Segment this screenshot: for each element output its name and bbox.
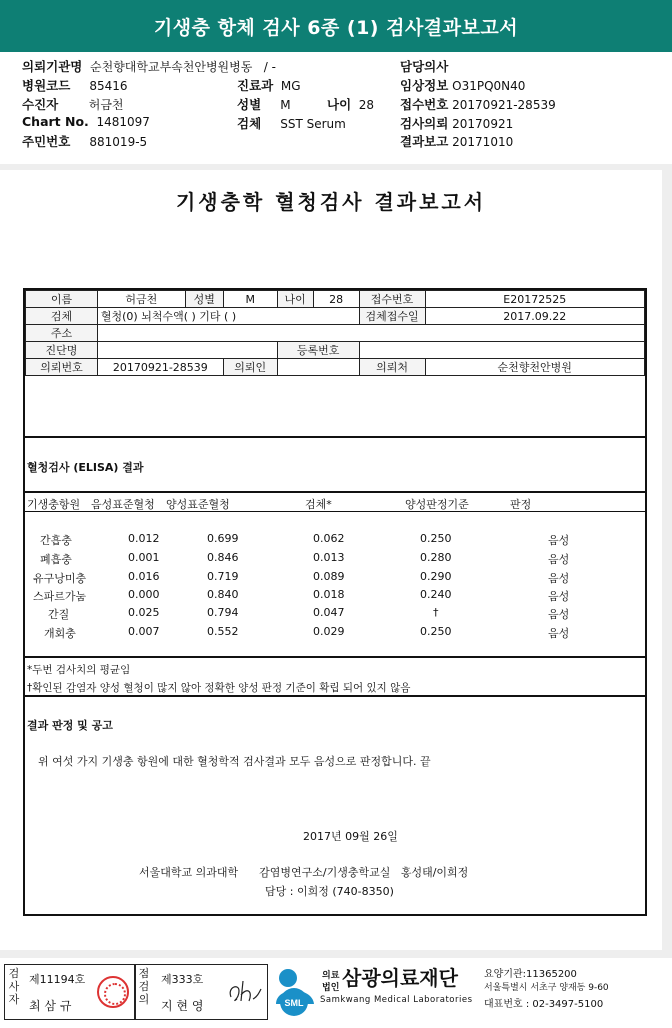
patient-field: 수진자 허금천	[22, 97, 124, 112]
doctor-field: 담당의사	[400, 59, 449, 74]
row-cutoff: 0.290	[420, 570, 452, 583]
age-label: 나이	[277, 291, 313, 308]
row-pos: 0.840	[207, 588, 239, 601]
info-row	[26, 342, 645, 359]
row-antigen: 폐흡충	[40, 553, 72, 566]
row-pos: 0.552	[207, 625, 239, 638]
reviewer-no: 제333호	[161, 973, 204, 986]
requester-value	[277, 359, 359, 376]
conclusion-text: 위 여섯 가지 기생충 항원에 대한 혈청학적 검사결과 모두 음성으로 판정합니다. 끝	[38, 755, 431, 768]
divider	[25, 491, 645, 493]
divider	[25, 511, 645, 512]
specimen-date-value: 2017.09.22	[425, 308, 645, 325]
age-field: 나이 28	[327, 97, 375, 112]
chart-field: Chart No. 1481097	[22, 114, 150, 129]
sex-field: 성별 M	[237, 97, 291, 112]
info-row	[26, 359, 645, 376]
seal-stamp	[97, 976, 129, 1008]
row-cutoff: 0.280	[420, 551, 452, 564]
row-neg: 0.016	[128, 570, 160, 583]
org-phone: 대표번호 : 02-3497-5100	[484, 999, 604, 1010]
examiner-no: 제11194호	[29, 973, 86, 986]
divider	[25, 436, 645, 438]
row-pos: 0.846	[207, 551, 239, 564]
receipt-no-field: 접수번호 20170921-28539	[400, 97, 556, 112]
report-date: 2017년 09월 26일	[303, 830, 398, 843]
footer	[0, 958, 672, 1028]
row-antigen: 간질	[48, 608, 70, 621]
examiner-name: 최 삼 규	[29, 999, 72, 1013]
row-result: 음성	[548, 608, 570, 621]
row-cutoff: 0.250	[420, 532, 452, 545]
receipt-label: 접수번호	[359, 291, 425, 308]
sex-value: M	[223, 291, 277, 308]
info-row	[26, 291, 645, 308]
row-neg: 0.012	[128, 532, 160, 545]
specimen-value: 혈청(0) 뇌척수액( ) 기타 ( )	[97, 308, 359, 325]
lab-signature: 서울대학교 의과대학 감염병연구소/기생충학교실 홍성태/이희정	[139, 866, 469, 879]
diagnosis-label: 진단명	[26, 342, 98, 359]
row-pos: 0.699	[207, 532, 239, 545]
col-neg-serum: 음성표준혈청	[91, 498, 155, 511]
row-specimen: 0.013	[313, 551, 345, 564]
patient-info-table	[25, 290, 645, 376]
col-judgement: 판정	[510, 498, 532, 511]
org-code: 요양기관:11365200	[484, 969, 577, 980]
logo-text: SML	[284, 998, 304, 1008]
rrn-field: 주민번호 881019-5	[22, 134, 148, 149]
row-specimen: 0.089	[313, 570, 345, 583]
row-antigen: 개회충	[44, 627, 76, 640]
row-pos: 0.719	[207, 570, 239, 583]
patient-header	[0, 52, 672, 165]
org-address: 서울특별시 서초구 양재동 9-60	[484, 983, 609, 993]
divider	[25, 695, 645, 697]
specimen-date-label: 검체접수일	[359, 308, 425, 325]
row-specimen: 0.029	[313, 625, 345, 638]
row-result: 음성	[548, 572, 570, 585]
registration-label: 등록번호	[277, 342, 359, 359]
examiner-box	[4, 964, 136, 1020]
col-specimen: 검체*	[305, 498, 332, 511]
row-neg: 0.007	[128, 625, 160, 638]
sml-logo-icon	[272, 964, 318, 1020]
examiner-label: 검사자	[8, 967, 20, 1006]
signature-icon	[225, 977, 263, 1007]
col-pos-serum: 양성표준혈청	[166, 498, 230, 511]
row-antigen: 간흡충	[40, 534, 72, 547]
footnote-cutoff: †확인된 감염자 양성 혈청이 많지 않아 정확한 양성 판정 기준이 확립 되어 있지 않음	[27, 682, 411, 694]
row-neg: 0.000	[128, 588, 160, 601]
document-title: 기생충학 혈청검사 결과보고서	[175, 190, 487, 214]
col-cutoff: 양성판정기준	[405, 498, 469, 511]
receipt-value: E20172525	[425, 291, 645, 308]
reviewer-label: 점검의	[138, 967, 150, 1006]
contact: 담당 : 이희정 (740-8350)	[265, 885, 394, 898]
row-specimen: 0.047	[313, 606, 345, 619]
row-result: 음성	[548, 534, 570, 547]
request-no-label: 의뢰번호	[26, 359, 98, 376]
sex-label: 성별	[185, 291, 223, 308]
address-label: 주소	[26, 325, 98, 342]
row-cutoff: †	[433, 606, 439, 619]
report-date-field: 결과보고 20171010	[400, 134, 514, 149]
section-title: 혈청검사 (ELISA) 결과	[27, 461, 144, 474]
registration-value	[359, 342, 644, 359]
org-field: 의뢰기관명 순천향대학교부속천안병원병동 / -	[22, 59, 276, 74]
hospital-code-field: 병원코드 85416	[22, 78, 128, 93]
row-specimen: 0.018	[313, 588, 345, 601]
row-neg: 0.001	[128, 551, 160, 564]
row-cutoff: 0.250	[420, 625, 452, 638]
info-row	[26, 325, 645, 342]
report-title: 기생충 항체 검사 6종 (1) 검사결과보고서	[0, 0, 672, 52]
request-no-value: 20170921-28539	[97, 359, 223, 376]
row-pos: 0.794	[207, 606, 239, 619]
address-value	[97, 325, 644, 342]
requester-label: 의뢰인	[223, 359, 277, 376]
org-english-name: Samkwang Medical Laboratories	[320, 995, 473, 1005]
age-value: 28	[313, 291, 359, 308]
name-value: 허금천	[97, 291, 185, 308]
row-result: 음성	[548, 553, 570, 566]
specimen-field: 검체 SST Serum	[237, 116, 346, 131]
row-result: 음성	[548, 627, 570, 640]
divider	[25, 656, 645, 658]
conclusion-title: 결과 판정 및 공고	[27, 719, 113, 732]
row-cutoff: 0.240	[420, 588, 452, 601]
org-prefix-bottom: 법인	[322, 983, 340, 993]
diagnosis-value	[97, 342, 277, 359]
clinical-field: 임상정보 O31PQ0N40	[400, 78, 526, 93]
footnote-average: *두번 검사치의 평균임	[27, 664, 131, 676]
org-name: 삼광의료재단	[342, 966, 458, 990]
dept-field: 진료과 MG	[237, 78, 301, 93]
reviewer-box	[134, 964, 268, 1020]
row-neg: 0.025	[128, 606, 160, 619]
row-antigen: 유구낭미충	[33, 572, 87, 585]
institution-label: 의뢰처	[359, 359, 425, 376]
row-result: 음성	[548, 590, 570, 603]
col-antigen: 기생충항원	[27, 498, 81, 511]
info-row	[26, 308, 645, 325]
row-antigen: 스파르가눔	[33, 590, 87, 603]
name-label: 이름	[26, 291, 98, 308]
org-prefix-top: 의료	[322, 971, 340, 981]
row-specimen: 0.062	[313, 532, 345, 545]
request-date-field: 검사의뢰 20170921	[400, 116, 514, 131]
institution-value: 순천향천안병원	[425, 359, 645, 376]
reviewer-name: 지 현 영	[161, 999, 204, 1013]
specimen-label: 검체	[26, 308, 98, 325]
